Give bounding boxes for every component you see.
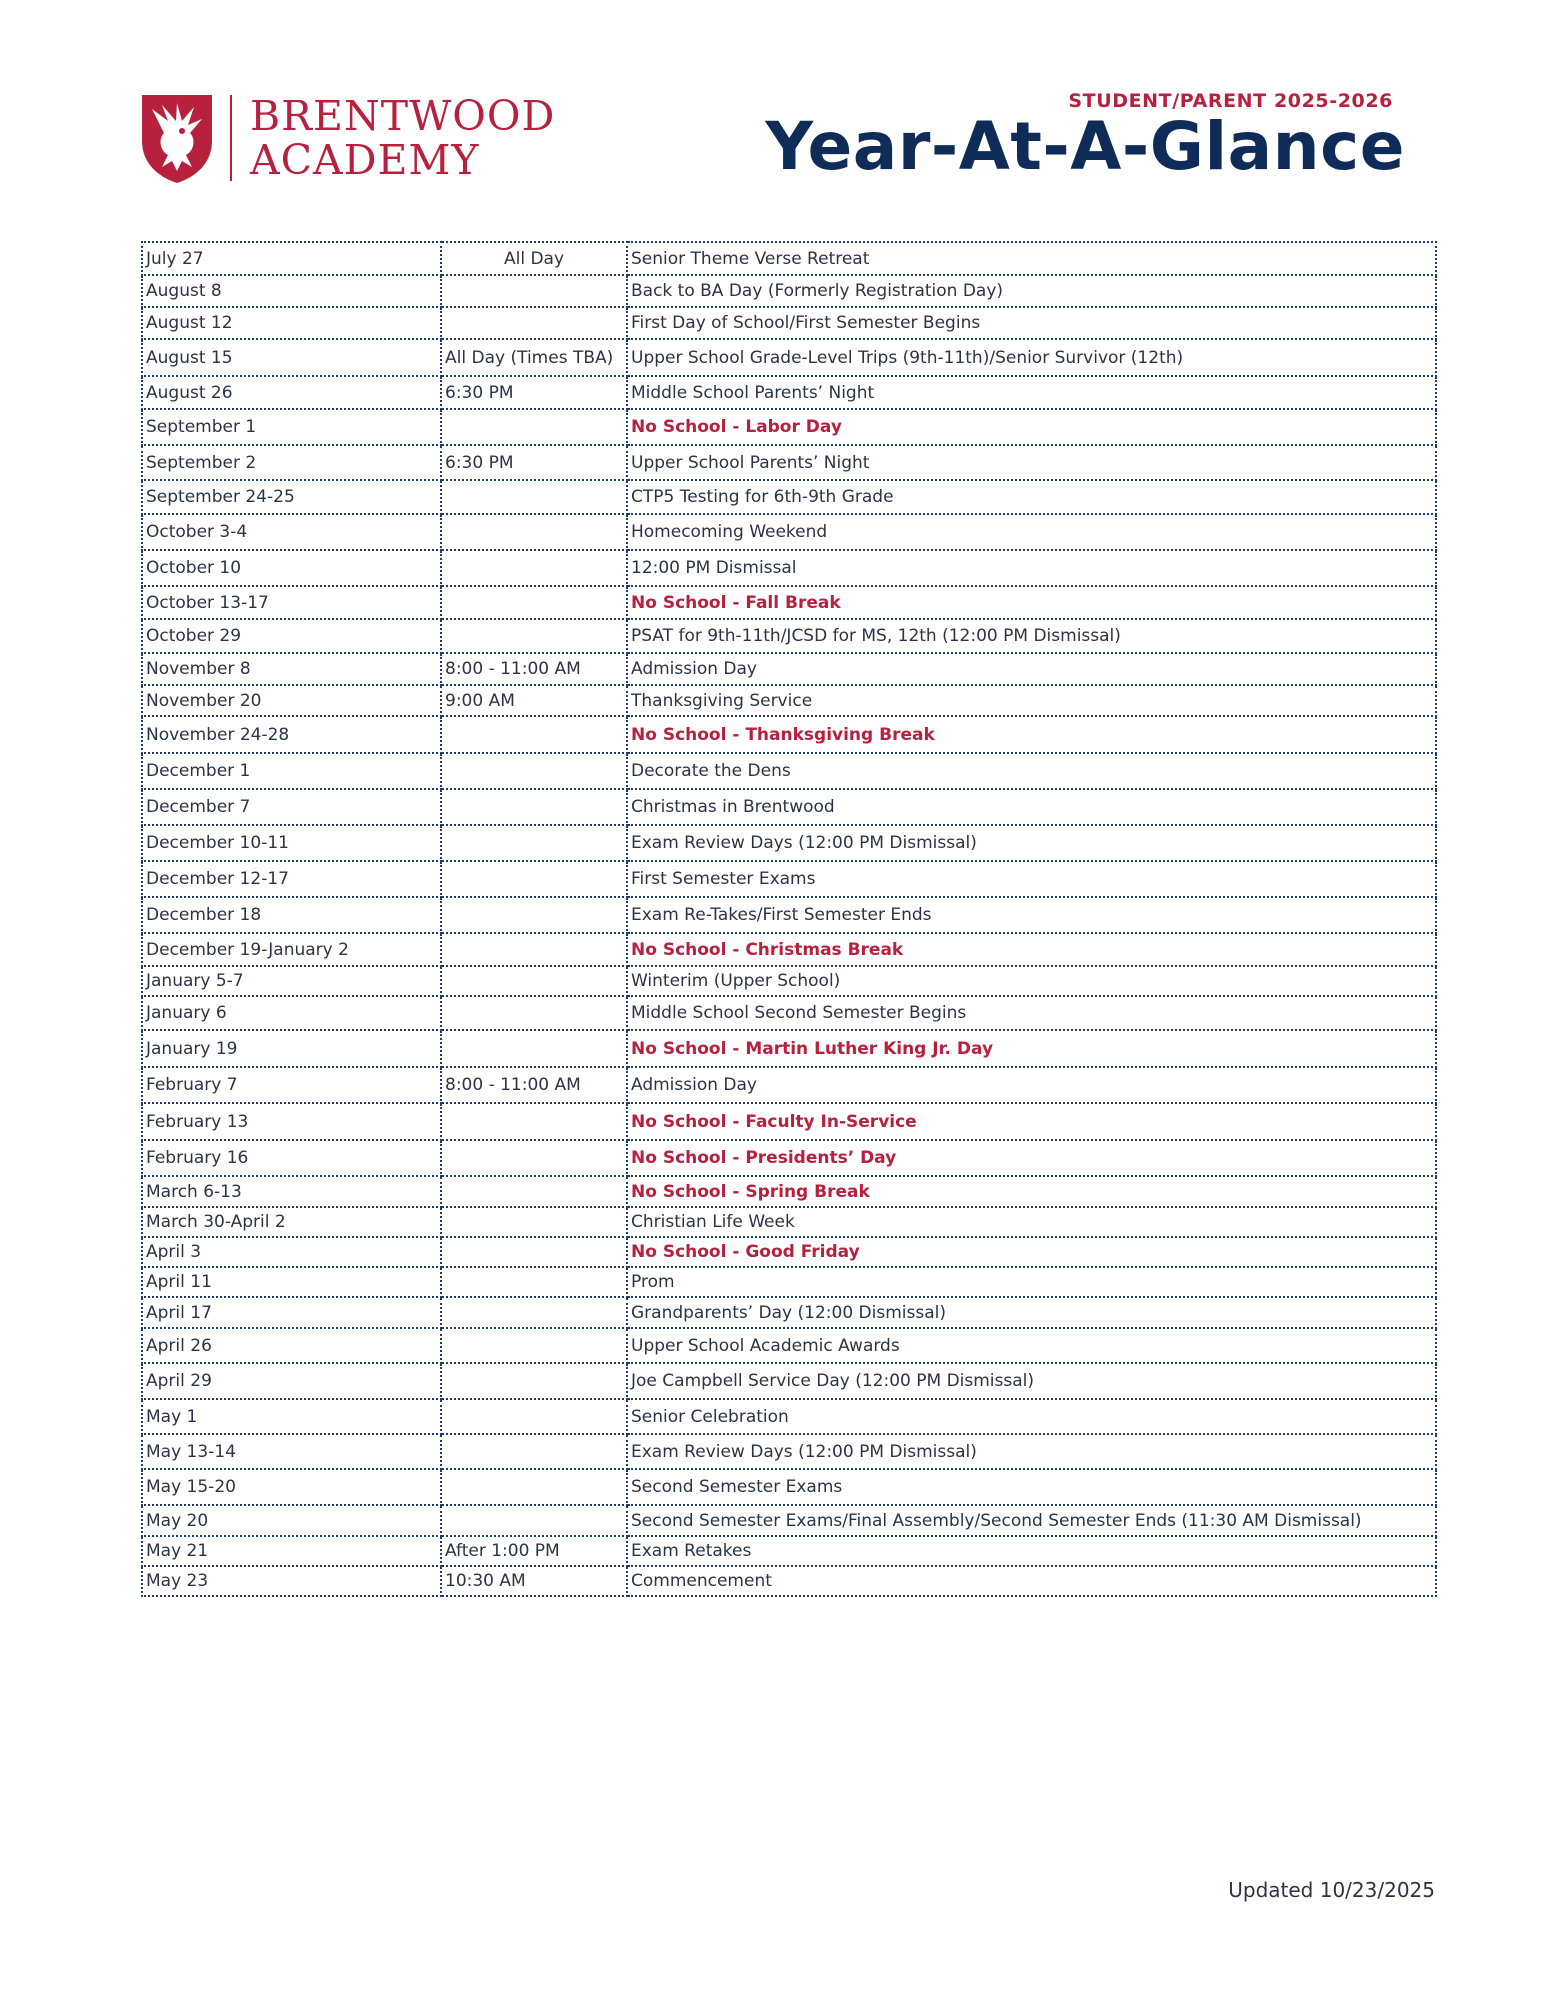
row-time: 10:30 AM [441,1566,627,1596]
row-time [441,1297,627,1328]
row-time: 8:00 - 11:00 AM [441,1067,627,1103]
table-row [142,1237,1436,1267]
table-row [142,1469,1436,1505]
row-date: March 30-April 2 [142,1207,441,1237]
row-event: Upper School Academic Awards [627,1328,1436,1363]
row-event: Middle School Second Semester Begins [627,996,1436,1030]
row-date: February 16 [142,1140,441,1176]
row-time [441,1267,627,1297]
row-time [441,753,627,789]
row-time: After 1:00 PM [441,1536,627,1566]
row-event: First Day of School/First Semester Begins [627,307,1436,339]
row-event-no-school: No School - Christmas Break [627,933,1436,966]
table-row [142,550,1436,586]
row-time [441,550,627,586]
row-date: January 5-7 [142,966,441,996]
table-row [142,1207,1436,1237]
row-date: September 24-25 [142,480,441,514]
row-time: 6:30 PM [441,445,627,480]
row-date: May 1 [142,1399,441,1434]
row-date: May 20 [142,1505,441,1536]
row-date: December 12-17 [142,861,441,897]
logo-line-1: BRENTWOOD [250,92,556,140]
table-row [142,1536,1436,1566]
row-event: Second Semester Exams [627,1469,1436,1505]
table-row [142,897,1436,933]
row-time [441,480,627,514]
table-row [142,1505,1436,1536]
row-event: Homecoming Weekend [627,514,1436,550]
row-event: Exam Retakes [627,1536,1436,1566]
table-row [142,789,1436,825]
row-time [441,275,627,307]
table-row [142,275,1436,307]
row-time [441,861,627,897]
row-event: Decorate the Dens [627,753,1436,789]
row-date: April 17 [142,1297,441,1328]
row-event: Grandparents’ Day (12:00 Dismissal) [627,1297,1436,1328]
row-time [441,586,627,619]
row-date: August 8 [142,275,441,307]
row-event: Upper School Grade-Level Trips (9th-11th)/Senior Survivor (12th) [627,339,1436,376]
row-event-no-school: No School - Fall Break [627,586,1436,619]
row-date: December 18 [142,897,441,933]
row-date: May 23 [142,1566,441,1596]
row-event: Winterim (Upper School) [627,966,1436,996]
row-event: Prom [627,1267,1436,1297]
row-time [441,996,627,1030]
row-date: April 29 [142,1363,441,1399]
row-time [441,716,627,753]
table-row [142,861,1436,897]
updated-date: Updated 10/23/2025 [1228,1878,1435,1902]
row-event: Exam Re-Takes/First Semester Ends [627,897,1436,933]
row-time [441,897,627,933]
row-event: Christian Life Week [627,1207,1436,1237]
table-row [142,586,1436,619]
row-time [441,619,627,653]
table-row [142,1328,1436,1363]
row-time: 8:00 - 11:00 AM [441,653,627,685]
row-date: April 26 [142,1328,441,1363]
calendar-table [141,241,1437,1597]
table-row [142,1103,1436,1140]
row-event-no-school: No School - Faculty In-Service [627,1103,1436,1140]
row-date: February 7 [142,1067,441,1103]
table-row [142,933,1436,966]
row-date: May 13-14 [142,1434,441,1469]
table-row [142,409,1436,445]
row-date: April 3 [142,1237,441,1267]
row-time [441,966,627,996]
row-time [441,933,627,966]
row-date: December 1 [142,753,441,789]
row-date: October 13-17 [142,586,441,619]
row-date: May 15-20 [142,1469,441,1505]
row-event-no-school: No School - Good Friday [627,1237,1436,1267]
table-row [142,1566,1436,1596]
row-event: Middle School Parents’ Night [627,376,1436,409]
row-event: Admission Day [627,1067,1436,1103]
row-event: Exam Review Days (12:00 PM Dismissal) [627,1434,1436,1469]
table-row [142,1030,1436,1067]
table-row [142,242,1436,275]
row-date: October 29 [142,619,441,653]
row-time [441,307,627,339]
table-row [142,445,1436,480]
row-time [441,1399,627,1434]
row-event: 12:00 PM Dismissal [627,550,1436,586]
row-time: All Day [441,242,627,275]
row-date: February 13 [142,1103,441,1140]
table-row [142,996,1436,1030]
table-row [142,1297,1436,1328]
table-row [142,653,1436,685]
logo-divider [230,95,232,181]
row-time [441,825,627,861]
row-time [441,1176,627,1207]
row-event: PSAT for 9th-11th/JCSD for MS, 12th (12:00 PM Dismissal) [627,619,1436,653]
row-date: April 11 [142,1267,441,1297]
row-date: September 1 [142,409,441,445]
row-time [441,1469,627,1505]
row-date: August 26 [142,376,441,409]
row-event-no-school: No School - Labor Day [627,409,1436,445]
row-time: 6:30 PM [441,376,627,409]
table-row [142,376,1436,409]
table-row [142,825,1436,861]
table-row [142,480,1436,514]
table-row [142,1434,1436,1469]
row-time [441,1434,627,1469]
page-subtitle: STUDENT/PARENT 2025-2026 [1068,90,1393,112]
page-title: Year-At-A-Glance [765,108,1405,185]
row-date: December 7 [142,789,441,825]
row-date: September 2 [142,445,441,480]
calendar-body [142,242,1436,1596]
row-event: Upper School Parents’ Night [627,445,1436,480]
row-event: First Semester Exams [627,861,1436,897]
row-date: December 19-January 2 [142,933,441,966]
row-date: January 6 [142,996,441,1030]
table-row [142,1399,1436,1434]
row-time [441,1030,627,1067]
table-row [142,1363,1436,1399]
row-time [441,1140,627,1176]
table-row [142,1176,1436,1207]
table-row [142,514,1436,550]
row-time [441,1103,627,1140]
logo-wordmark [250,94,555,182]
row-time [441,1237,627,1267]
row-event: Back to BA Day (Formerly Registration Day) [627,275,1436,307]
table-row [142,685,1436,716]
row-date: August 12 [142,307,441,339]
row-date: May 21 [142,1536,441,1566]
row-time [441,1363,627,1399]
row-time: 9:00 AM [441,685,627,716]
row-date: January 19 [142,1030,441,1067]
row-event: Senior Celebration [627,1399,1436,1434]
row-event: Admission Day [627,653,1436,685]
row-time [441,1207,627,1237]
table-row [142,339,1436,376]
row-event: Christmas in Brentwood [627,789,1436,825]
brentwood-logo [138,88,578,188]
row-event: Second Semester Exams/Final Assembly/Second Semester Ends (11:30 AM Dismissal) [627,1505,1436,1536]
table-row [142,1140,1436,1176]
row-time [441,1505,627,1536]
row-event-no-school: No School - Spring Break [627,1176,1436,1207]
row-event-no-school: No School - Thanksgiving Break [627,716,1436,753]
row-time [441,409,627,445]
row-event: Commencement [627,1566,1436,1596]
row-event: Exam Review Days (12:00 PM Dismissal) [627,825,1436,861]
row-date: October 3-4 [142,514,441,550]
row-event: Thanksgiving Service [627,685,1436,716]
row-event: Joe Campbell Service Day (12:00 PM Dismissal) [627,1363,1436,1399]
row-event: Senior Theme Verse Retreat [627,242,1436,275]
row-time: All Day (Times TBA) [441,339,627,376]
row-date: March 6-13 [142,1176,441,1207]
table-row [142,716,1436,753]
eagle-shield-icon [138,91,216,185]
row-date: August 15 [142,339,441,376]
row-time [441,514,627,550]
row-date: December 10-11 [142,825,441,861]
table-row [142,1267,1436,1297]
table-row [142,619,1436,653]
row-event-no-school: No School - Martin Luther King Jr. Day [627,1030,1436,1067]
logo-line-2: ACADEMY [250,136,480,184]
row-event: CTP5 Testing for 6th-9th Grade [627,480,1436,514]
row-time [441,1328,627,1363]
row-date: October 10 [142,550,441,586]
table-row [142,307,1436,339]
table-row [142,753,1436,789]
row-date: November 20 [142,685,441,716]
row-time [441,789,627,825]
table-row [142,1067,1436,1103]
table-row [142,966,1436,996]
row-date: July 27 [142,242,441,275]
row-date: November 24-28 [142,716,441,753]
row-event-no-school: No School - Presidents’ Day [627,1140,1436,1176]
row-date: November 8 [142,653,441,685]
